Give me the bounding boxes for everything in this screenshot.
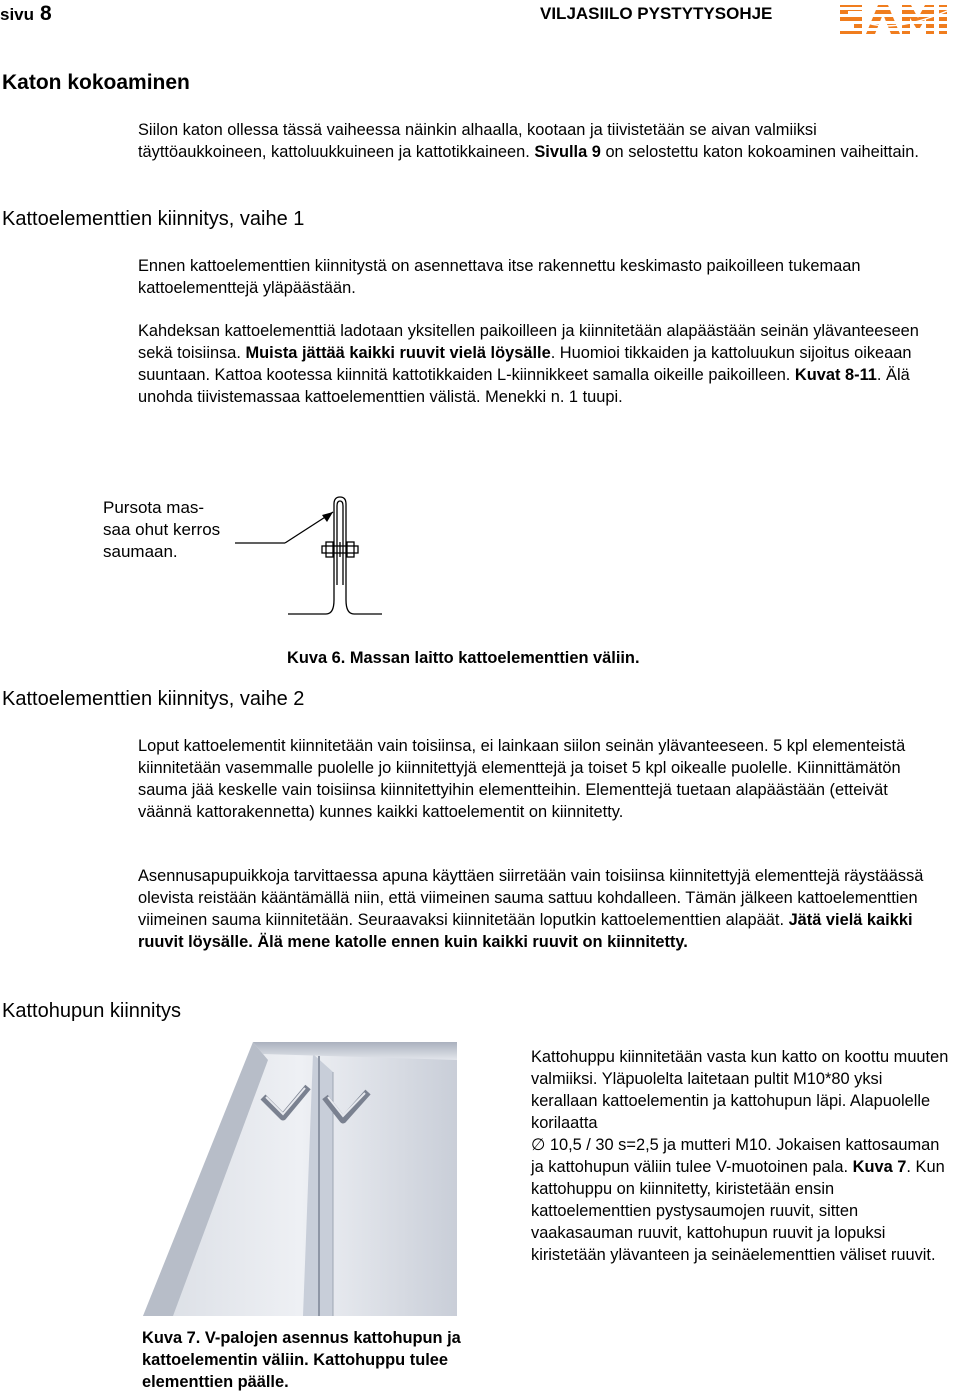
figure6-label: Pursota mas- saa ohut kerros saumaan. — [103, 498, 221, 561]
phase2-paragraph-1: Loput kattoelementit kiinnitetään vain toisiinsa, ei lainkaan siilon seinän ylävanteeseen. 5 kpl elementeistä kiinnitetään vasemmalle puolelle jo kiinnitettyjä elementtejä ja toiset 5 kpl oikealle puolelle. Kiinnittämätön sauma jää keskelle vain toisiinsa kiinnitettyihin elementteihin. Elementtejä tuetaan alapäästään (etteivät väännä kattorakennetta) kunnes kaikki kattoelementit on kiinnitetty. — [138, 737, 906, 821]
page-label: sivu — [0, 5, 35, 24]
section-title-phase2: Kattoelementtien kiinnitys, vaihe 2 — [2, 688, 305, 710]
section-title-hood: Kattohupun kiinnitys — [2, 1000, 182, 1022]
document-title: VILJASIILO PYSTYTYSOHJE — [540, 4, 773, 23]
phase1-paragraph-2: Kahdeksan kattoelementtiä ladotaan yksitellen paikoilleen ja kiinnitetään alapäästään seinän ylävanteeseen sekä toisiinsa. Muista jättää kaikki ruuvit vielä löysälle. Huomioi tikkaiden ja kattoluukun sijoitus oikeaan suuntaan. Kattoa kootessa kiinnitä kattotikkaiden L-kiinnikkeet samalla oikeille paikoilleen. Kuvat 8-11. Älä unohda tiivistemassaa kattoelementtien välistä. Menekki n. 1 tuupi. — [138, 322, 919, 406]
phase1-paragraph-1: Ennen kattoelementtien kiinnitystä on asennettava itse rakennettu keskimasto paikoilleen tukemaan kattoelementtejä yläpäästään. — [138, 257, 861, 297]
hood-paragraph: Kattohuppu kiinnitetään vasta kun katto on koottu muuten valmiiksi. Yläpuolelta laitetaan pultit M10*80 yksi kerallaan kattoelementin ja kattohupun läpi. Alapuolelle korilaatta ∅ 10,5 / 30 s=2,5 ja mutteri M10. Jokaisen kattosauman ja kattohupun väliin tulee V-muotoinen pala. Kuva 7. Kun kattohuppu on kiinnitetty, kiristetään ensin kattoelementtien pystysaumojen ruuvit, sitten vaakasauman ruuvit, kattohupun ruuvit ja lopuksi kiristetään ylävanteen ja seinäelementtien väliset ruuvit. — [531, 1048, 949, 1264]
section-title-katon-kokoaminen: Katon kokoaminen — [2, 71, 190, 94]
sami-logo-icon — [838, 3, 956, 36]
figure7-caption: Kuva 7. V-palojen asennus kattohupun ja kattoelementin väliin. Kattohuppu tulee elementtien päälle. — [142, 1329, 461, 1391]
figure6-caption: Kuva 6. Massan laitto kattoelementtien väliin. — [287, 649, 640, 667]
phase2-paragraph-2: Asennusapupuikkoja tarvittaessa apuna käyttäen siirretään vain toisiinsa kiinnitettyjä elementtejä räystäässä olevista reistään kääntämällä niin, että viimeinen sauma sattuu kohdalleen. Tämän jälkeen kattoelementtien viimeinen sauma kiinnitetään. Seuraavaksi kiinnitetään loputkin kattoelementtien alapäät. Jätä vielä kaikki ruuvit löysälle. Älä mene katolle ennen kuin kaikki ruuvit on kiinnitetty. — [138, 867, 924, 951]
diameter-symbol: ∅ — [531, 1136, 546, 1154]
page-reference: Sivulla 9 — [534, 143, 601, 161]
page-number — [0, 2, 52, 26]
seam-diagram — [230, 490, 400, 620]
sami-logo — [838, 3, 956, 36]
roof-hood-photo — [143, 1042, 457, 1316]
intro-paragraph: Siilon katon ollessa tässä vaiheessa näinkin alhaalla, kootaan ja tiivistetään se aivan valmiiksi täyttöaukkoineen, kattoluukkuineen ja kattotikkaineen. Sivulla 9 on selostettu katon kokoaminen vaiheittain. — [138, 121, 919, 161]
section-title-phase1: Kattoelementtien kiinnitys, vaihe 1 — [2, 208, 305, 230]
page-number-value: 8 — [40, 2, 52, 25]
